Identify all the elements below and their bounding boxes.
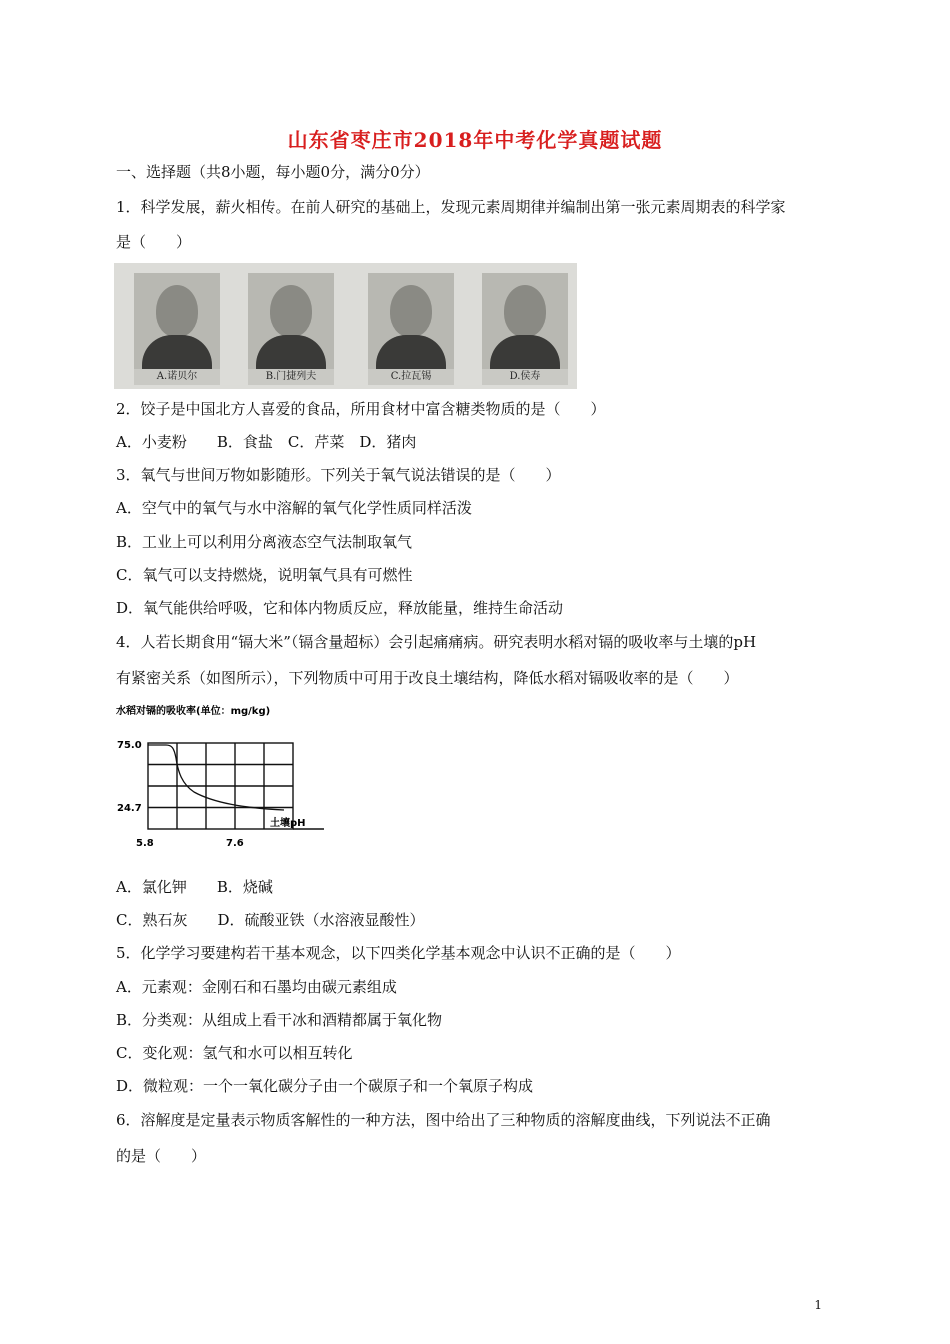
y-tick-bottom: 24.7 <box>117 803 142 814</box>
q5-option-c: C．变化观：氢气和水可以相互转化 <box>116 1044 353 1062</box>
q2-stem: 2．饺子是中国北方人喜爱的食品，所用食材中富含糖类物质的是（ ） <box>116 400 606 418</box>
portrait-d <box>482 273 568 385</box>
q1-stem-line2: 是（ ） <box>116 233 192 251</box>
q5-option-a: A．元素观：金刚石和石墨均由碳元素组成 <box>116 978 397 996</box>
portrait-b <box>248 273 334 385</box>
y-tick-top: 75.0 <box>117 740 142 751</box>
q1-stem-line1: 1．科学发展，薪火相传。在前人研究的基础上，发现元素周期律并编制出第一张元素周期表的科学家 <box>116 198 786 216</box>
q5-option-d: D．微粒观：一个一氧化碳分子由一个碳原子和一个氧原子构成 <box>116 1077 534 1095</box>
portrait-a <box>134 273 220 385</box>
q4-options-line1: A．氯化钾 B．烧碱 <box>116 878 273 896</box>
portrait-c-caption: C.拉瓦锡 <box>368 369 454 385</box>
section-header: 一、选择题（共8小题，每小题0分，满分0分） <box>116 163 430 181</box>
x-axis-label: 土壤pH <box>270 818 306 829</box>
q2-options: A．小麦粉 B．食盐 C．芹菜 D．猪肉 <box>116 433 417 451</box>
q4-stem-line2: 有紧密关系（如图所示），下列物质中可用于改良土壤结构，降低水稻对镉吸收率的是（ ） <box>116 669 739 687</box>
cadmium-absorption-graph <box>114 700 344 855</box>
page-number: 1 <box>814 1298 822 1312</box>
portrait-b-caption: B.门捷列夫 <box>248 369 334 385</box>
portrait-c <box>368 273 454 385</box>
q3-option-c: C．氧气可以支持燃烧，说明氧气具有可燃性 <box>116 566 413 584</box>
portrait-a-caption: A.诺贝尔 <box>134 369 220 385</box>
q4-stem-line1: 4．人若长期食用“镉大米”（镉含量超标）会引起痛痛病。研究表明水稻对镉的吸收率与土壤的pH <box>116 633 757 651</box>
graph-grid <box>148 743 324 829</box>
q3-option-d: D．氧气能供给呼吸，它和体内物质反应，释放能量，维持生命活动 <box>116 599 564 617</box>
q5-stem: 5．化学学习要建构若干基本观念，以下四类化学基本观念中认识不正确的是（ ） <box>116 944 681 962</box>
q3-option-b: B．工业上可以利用分离液态空气法制取氧气 <box>116 533 413 551</box>
graph-title: 水稻对镉的吸收率(单位：mg/kg) <box>116 706 271 717</box>
document-title: 山东省枣庄市2018年中考化学真题试题 <box>287 128 663 152</box>
q4-options-line2: C．熟石灰 D．硫酸亚铁（水溶液显酸性） <box>116 911 425 929</box>
x-tick-left: 5.8 <box>136 838 154 849</box>
q6-stem-line2: 的是（ ） <box>116 1147 207 1165</box>
graph-svg <box>114 700 344 855</box>
scientist-portraits-figure <box>114 263 577 389</box>
q3-option-a: A．空气中的氧气与水中溶解的氧气化学性质同样活泼 <box>116 499 472 517</box>
portrait-d-caption: D.侯寿 <box>482 369 568 385</box>
q3-stem: 3．氧气与世间万物如影随形。下列关于氧气说法错误的是（ ） <box>116 466 561 484</box>
x-tick-right: 7.6 <box>226 838 244 849</box>
q5-option-b: B．分类观：从组成上看干冰和酒精都属于氧化物 <box>116 1011 443 1029</box>
q6-stem-line1: 6．溶解度是定量表示物质客解性的一种方法，图中给出了三种物质的溶解度曲线，下列说法不正确 <box>116 1111 771 1129</box>
